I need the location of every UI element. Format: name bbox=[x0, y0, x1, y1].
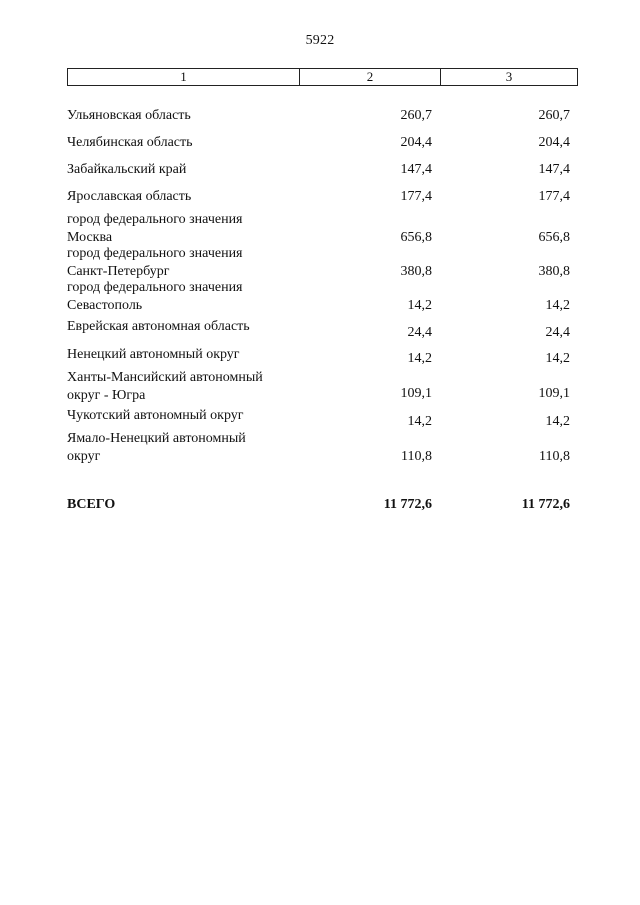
region-name: город федерального значения Санкт-Петербург bbox=[67, 246, 243, 279]
value-col-2: 380,8 bbox=[400, 264, 432, 279]
value-col-3: 14,2 bbox=[545, 351, 570, 366]
value-col-2: 24,4 bbox=[407, 325, 432, 340]
value-col-2: 14,2 bbox=[407, 298, 432, 313]
value-col-2: 656,8 bbox=[400, 230, 432, 245]
value-col-3: 14,2 bbox=[545, 414, 570, 429]
value-col-3: 14,2 bbox=[545, 298, 570, 313]
header-col-1: 1 bbox=[68, 69, 300, 85]
region-name: Забайкальский край bbox=[67, 162, 187, 177]
table-header bbox=[67, 68, 578, 86]
total-col-3: 11 772,6 bbox=[521, 497, 570, 512]
region-name: Ульяновская область bbox=[67, 108, 191, 123]
value-col-2: 109,1 bbox=[400, 386, 432, 401]
region-name: Челябинская область bbox=[67, 135, 193, 150]
region-name: Ямало-Ненецкий автономный округ bbox=[67, 431, 246, 464]
value-col-2: 14,2 bbox=[407, 414, 432, 429]
value-col-2: 204,4 bbox=[400, 135, 432, 150]
value-col-3: 260,7 bbox=[538, 108, 570, 123]
region-name: город федерального значения Москва bbox=[67, 212, 243, 245]
region-name: Еврейская автономная область bbox=[67, 319, 250, 334]
value-col-3: 380,8 bbox=[538, 264, 570, 279]
value-col-3: 177,4 bbox=[538, 189, 570, 204]
value-col-2: 147,4 bbox=[400, 162, 432, 177]
region-name: город федерального значения Севастополь bbox=[67, 280, 243, 313]
value-col-3: 24,4 bbox=[545, 325, 570, 340]
header-col-2: 2 bbox=[300, 69, 441, 85]
value-col-3: 109,1 bbox=[538, 386, 570, 401]
region-name: Ненецкий автономный округ bbox=[67, 347, 240, 362]
value-col-2: 110,8 bbox=[401, 449, 432, 464]
region-name: Ярославская область bbox=[67, 189, 192, 204]
value-col-2: 260,7 bbox=[400, 108, 432, 123]
value-col-2: 177,4 bbox=[400, 189, 432, 204]
value-col-2: 14,2 bbox=[407, 351, 432, 366]
region-name: Ханты-Мансийский автономный округ - Югра bbox=[67, 370, 263, 403]
total-label: ВСЕГО bbox=[67, 497, 116, 512]
value-col-3: 204,4 bbox=[538, 135, 570, 150]
region-name: Чукотский автономный округ bbox=[67, 408, 244, 423]
value-col-3: 110,8 bbox=[539, 449, 570, 464]
page-number: 5922 bbox=[305, 33, 335, 48]
header-col-3: 3 bbox=[505, 69, 513, 84]
total-col-2: 11 772,6 bbox=[383, 497, 432, 512]
value-col-3: 656,8 bbox=[538, 230, 570, 245]
value-col-3: 147,4 bbox=[538, 162, 570, 177]
